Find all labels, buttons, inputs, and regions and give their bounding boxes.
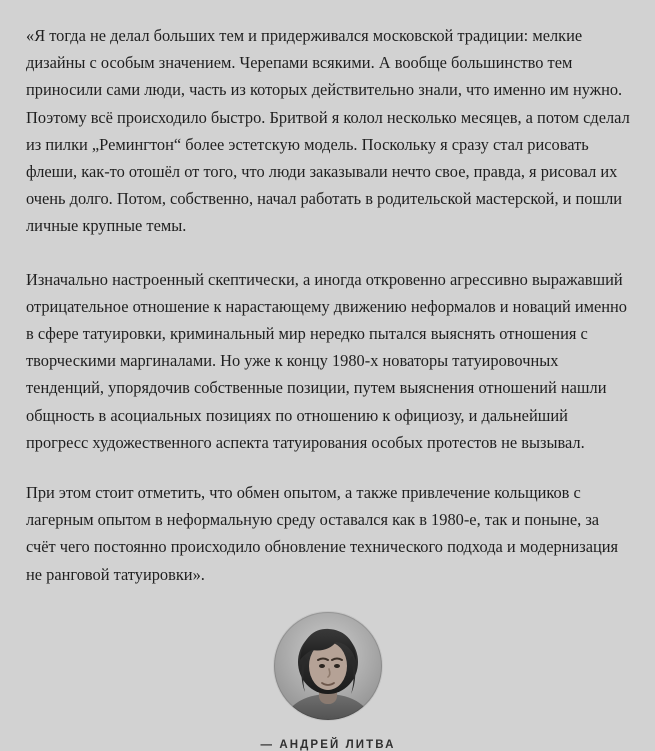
portrait-photo-avatar-icon — [274, 612, 382, 720]
author-block — [26, 612, 630, 751]
paragraph-2: Изначально настроенный скептически, а иногда откровенно агрессивно выражавший отрицательное отношение к нарастающему движению неформалов и новаций именно в сфере татуировки, криминальный мир нередко пытался выяснять отношения с творческими маргиналами. Но уже к концу 1980-х новаторы татуировочных тенденций, упорядочив собственные позиции, путем выяснения отношений нашли общность в асоциальных позициях по отношению к официозу, и дальнейший прогресс художественного аспекта татуирования особых протестов не вызывал. — [26, 269, 628, 452]
paragraph-1: «Я тогда не делал больших тем и придерживался московской традиции: мелкие дизайны с особым значением. Черепами всякими. А вообще большинство тем приносили сами люди, часть из которых действительно знали, что именно им нужно. Поэтому всё происходило быстро. Бритвой я колол несколько месяцев, а потом сделал из пилки „Ремингтон“ более эстетскую модель. Поскольку я сразу стал рисовать флеши, как-то отошёл от того, что люди заказывали нечто свое, правда, я рисовал их очень долго. Потом, собственно, начал работать в родительской мастерской, и пошли личные крупные темы. — [26, 26, 630, 236]
article-body — [26, 22, 630, 751]
avatar — [274, 612, 382, 720]
author-name: — АНДРЕЙ ЛИТВА — [260, 738, 396, 751]
paragraph-3: При этом стоит отметить, что обмен опытом, а также привлечение кольщиков с лагерным опытом в неформальную среду оставался как в 1980-е, так и поныне, за счёт чего постоянно происходило обновление технического подхода и модернизация не ранговой татуировки». — [26, 483, 619, 584]
